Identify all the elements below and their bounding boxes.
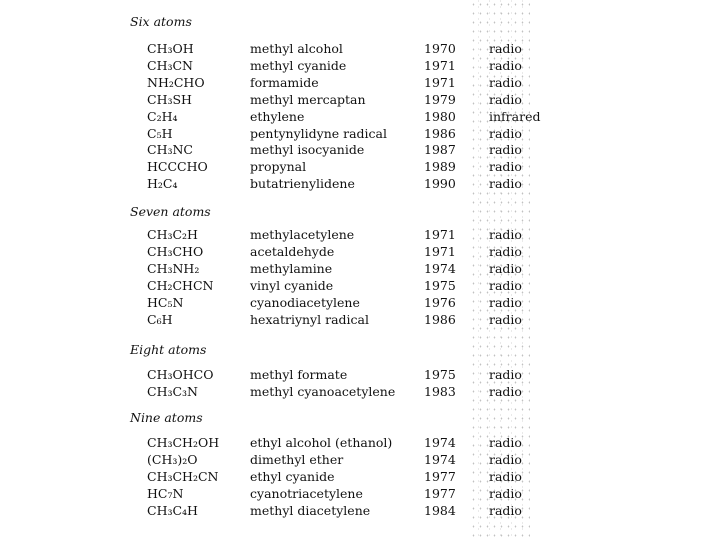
table-row [0,311,720,328]
detection-method: radio [489,243,522,259]
table-row [0,260,720,277]
detection-method: radio [489,294,522,310]
detection-method: radio [489,176,522,192]
detection-year: 1977 [424,485,456,501]
table-row [0,40,720,57]
detection-method: infrared [489,108,541,124]
table-row [0,434,720,451]
detection-year: 1976 [424,294,456,310]
detection-year: 1980 [424,108,456,124]
molecule-formula: C₅H [147,125,173,141]
detection-method: radio [489,41,522,56]
molecule-formula: CH₃CH₂CN [147,468,219,484]
detection-year: 1971 [424,227,456,242]
molecule-name: cyanodiacetylene [250,294,360,310]
detection-year: 1986 [424,311,456,327]
molecule-formula: CH₃OHCO [147,367,214,382]
detection-method: radio [489,227,522,242]
section-title: Nine atoms [130,410,203,425]
detection-method: radio [489,367,522,382]
molecule-name: propynal [250,159,307,175]
table-row [0,57,720,74]
table-row [0,468,720,485]
molecule-formula: CH₃NH₂ [147,260,200,276]
detection-method: radio [489,277,522,293]
detection-year: 1971 [424,57,456,73]
molecule-formula: CH₃CN [147,57,193,73]
molecule-formula: H₂C₄ [147,176,178,192]
detection-method: radio [489,468,522,484]
detection-year: 1974 [424,435,456,450]
detection-year: 1975 [424,367,456,382]
table-row [0,175,720,192]
molecule-formula: HCCCHO [147,159,208,175]
detection-method: radio [489,91,522,107]
table-row [0,243,720,260]
detection-method: radio [489,142,522,158]
molecule-name: cyanotriacetylene [250,485,363,501]
table-row [0,277,720,294]
table-row [0,125,720,142]
detection-year: 1989 [424,159,456,175]
molecule-name: methylamine [250,260,333,276]
molecule-formula: C₂H₄ [147,108,178,124]
table-row [0,158,720,175]
molecule-formula: CH₂CHCN [147,277,214,293]
molecule-formula: CH₃NC [147,142,193,158]
molecule-formula: CH₃C₄H [147,502,198,518]
molecule-name: methyl mercaptan [250,91,366,107]
detection-method: radio [489,502,522,518]
section-title: Six atoms [130,14,192,29]
molecule-name: methyl cyanide [250,57,347,73]
detection-year: 1986 [424,125,456,141]
molecule-name: vinyl cyanide [250,277,334,293]
detection-method: radio [489,260,522,276]
table-row [0,74,720,91]
molecule-name: ethyl cyanide [250,468,335,484]
table-row [0,108,720,125]
molecule-formula: CH₃CH₂OH [147,435,220,450]
molecule-name: ethyl alcohol (ethanol) [250,435,393,450]
detection-year: 1987 [424,142,456,158]
molecule-name: formamide [250,74,319,90]
detection-method: radio [489,383,522,399]
section-title: Seven atoms [130,204,211,219]
detection-method: radio [489,125,522,141]
section-title: Eight atoms [130,342,207,357]
molecule-formula: C₆H [147,311,173,327]
molecule-formula: CH₃C₃N [147,383,198,399]
molecule-name: methylacetylene [250,227,355,242]
molecule-name: acetaldehyde [250,243,335,259]
molecule-name: butatrienylidene [250,176,355,192]
molecule-name: methyl formate [250,367,348,382]
molecule-name: ethylene [250,108,305,124]
detection-year: 1974 [424,451,456,467]
molecule-formula: HC₅N [147,294,184,310]
detection-year: 1971 [424,74,456,90]
molecule-name: methyl isocyanide [250,142,365,158]
table-row [0,451,720,468]
detection-method: radio [489,485,522,501]
detection-year: 1977 [424,468,456,484]
table-row [0,502,720,519]
detection-year: 1979 [424,91,456,107]
molecule-formula: (CH₃)₂O [147,451,198,467]
molecule-formula: CH₃C₂H [147,227,198,242]
detection-year: 1990 [424,176,456,192]
detection-method: radio [489,451,522,467]
detection-method: radio [489,74,522,90]
molecule-formula: CH₃SH [147,91,192,107]
molecule-formula: HC₇N [147,485,184,501]
table-row [0,226,720,243]
detection-method: radio [489,311,522,327]
molecule-formula: CH₃OH [147,41,194,56]
table-row [0,91,720,108]
molecule-name: hexatriynyl radical [250,311,369,327]
detection-year: 1974 [424,260,456,276]
table-row [0,294,720,311]
table-row [0,141,720,158]
detection-year: 1970 [424,41,456,56]
detection-method: radio [489,435,522,450]
detection-method: radio [489,159,522,175]
molecule-name: pentynylidyne radical [250,125,388,141]
table-row [0,366,720,383]
molecule-name: methyl cyanoacetylene [250,383,396,399]
detection-year: 1984 [424,502,456,518]
molecule-name: dimethyl ether [250,451,344,467]
table-row [0,485,720,502]
molecule-formula: CH₃CHO [147,243,204,259]
table-row [0,383,720,400]
detection-year: 1971 [424,243,456,259]
detection-year: 1975 [424,277,456,293]
molecule-name: methyl diacetylene [250,502,371,518]
detection-method: radio [489,57,522,73]
molecule-formula: NH₂CHO [147,74,205,90]
molecule-name: methyl alcohol [250,41,343,56]
detection-year: 1983 [424,383,456,399]
